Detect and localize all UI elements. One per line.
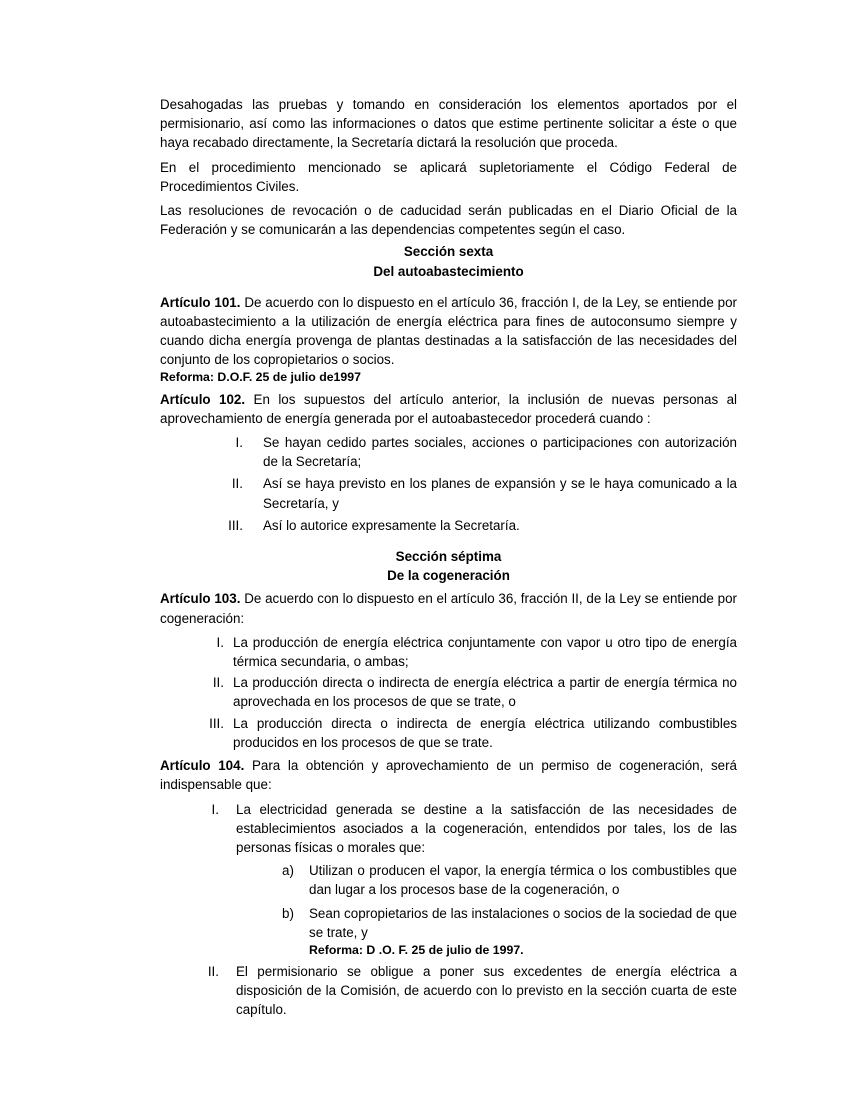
list-item (160, 516, 737, 535)
article-103-label: Artículo 103. (160, 591, 241, 607)
list-item-marker: I. (216, 634, 224, 650)
article-103-paragraph (160, 589, 737, 627)
intro-paragraph-3: Las resoluciones de revocación o de caducidad serán publicadas en el Diario Oficial de la Federación y se comunicarán a las dependencias competentes según el caso. (160, 203, 737, 238)
intro-paragraph-1: Desahogadas las pruebas y tomando en consideración los elementos aportados por el permisionario, así como las informaciones o datos que estime pertinente solicitar a éste o que haya recabado directamente, la Secretaría dictará la resolución que proceda. (160, 97, 737, 151)
list-item-text: Así se haya previsto en los planes de expansión y se le haya comunicado a la Secretaría, y (263, 476, 737, 511)
section-heading-septima (160, 547, 737, 585)
list-item-marker: II. (207, 963, 219, 979)
list-item (160, 800, 737, 958)
list-item-marker: II. (212, 675, 224, 691)
article-102-paragraph (160, 390, 737, 428)
article-104-reforma-note: Reforma: D .O. F. 25 de julio de 1997. (309, 942, 524, 957)
sublist-item (282, 904, 737, 958)
article-103-text: De acuerdo con lo dispuesto en el artículo 36, fracción II, de la Ley se entiende por cogeneración: (160, 591, 737, 626)
list-item-body (236, 800, 737, 958)
article-101-paragraph (160, 293, 737, 370)
list-item-marker: III. (209, 715, 224, 731)
list-item (160, 714, 737, 752)
document-content (160, 95, 737, 1024)
list-item-marker: II. (231, 476, 243, 492)
sublist-item-text: Sean copropietarios de las instalaciones o socios de la sociedad de que se trate, y (309, 905, 737, 940)
list-item-text: El permisionario se obligue a poner sus excedentes de energía eléctrica a disposición de la Comisión, de acuerdo con lo previsto en la sección cuarta de este capítulo. (236, 963, 737, 1018)
article-104-text: Para la obtención y aprovechamiento de un permiso de cogeneración, será indispensable que: (160, 758, 737, 793)
article-104-label: Artículo 104. (160, 758, 245, 774)
intro-paragraph-2: En el procedimiento mencionado se aplicará supletoriamente el Código Federal de Procedimientos Civiles. (160, 159, 737, 194)
list-item (160, 673, 737, 711)
sublist-item-marker: b) (282, 905, 294, 921)
list-item (160, 633, 737, 671)
sublist-item-text: Utilizan o producen el vapor, la energía térmica o los combustibles que dan lugar a los procesos base de la cogeneración, o (309, 863, 737, 898)
article-101-reforma-note: Reforma: D.O.F. 25 de julio de1997 (160, 369, 361, 384)
list-item-text: La producción de energía eléctrica conjuntamente con vapor u otro tipo de energía térmica secundaria, o ambas; (233, 634, 737, 670)
list-item-text: La producción directa o indirecta de energía eléctrica utilizando combustibles producidos en los procesos de que se trate. (233, 715, 737, 750)
article-101-label: Artículo 101. (160, 294, 241, 310)
list-item-text: Así lo autorice expresamente la Secretaría. (263, 517, 520, 533)
article-104-paragraph (160, 756, 737, 794)
article-102-text: En los supuestos del artículo anterior, la inclusión de nuevas personas al aprovechamiento de energía generada por el autoabastecedor procederá cuando : (160, 391, 737, 426)
section-septima-title: Sección séptima (395, 549, 502, 565)
sublist-item-body (309, 904, 737, 958)
section-septima-subtitle: De la cogeneración (387, 568, 510, 584)
article-101-text: De acuerdo con lo dispuesto en el artículo 36, fracción I, de la Ley, se entiende por autoabastecimiento a la utilización de energía eléctrica para fines de autoconsumo siempre y cuando dicha energía provenga de plantas destinadas a la satisfacción de las necesidades del conjunto de los copropietarios o socios. (160, 294, 737, 368)
list-item-marker: I. (235, 435, 243, 451)
article-103-list (160, 633, 737, 752)
list-item (160, 962, 737, 1020)
list-item-text: Se hayan cedido partes sociales, acciones o participaciones con autorización de la Secretaría; (263, 435, 737, 470)
list-item-marker: III. (228, 517, 243, 533)
section-sexta-subtitle: Del autoabastecimiento (373, 263, 524, 279)
list-item-marker: I. (211, 801, 219, 817)
article-102-list (160, 433, 737, 535)
list-item-text: La producción directa o indirecta de energía eléctrica a partir de energía térmica no aprovechada en los procesos de que se trate, o (233, 675, 737, 710)
section-heading-sexta (160, 242, 737, 280)
sublist-item (282, 861, 737, 899)
list-item (160, 474, 737, 512)
article-104-list (160, 800, 737, 1020)
list-item (160, 433, 737, 471)
sublist-item-marker: a) (282, 863, 294, 879)
article-102-label: Artículo 102. (160, 391, 246, 407)
section-sexta-title: Sección sexta (403, 244, 494, 260)
list-item-text: La electricidad generada se destine a la satisfacción de las necesidades de establecimientos asociados a la cogeneración, entendidos por tales, los de las personas físicas o morales que: (236, 801, 737, 855)
